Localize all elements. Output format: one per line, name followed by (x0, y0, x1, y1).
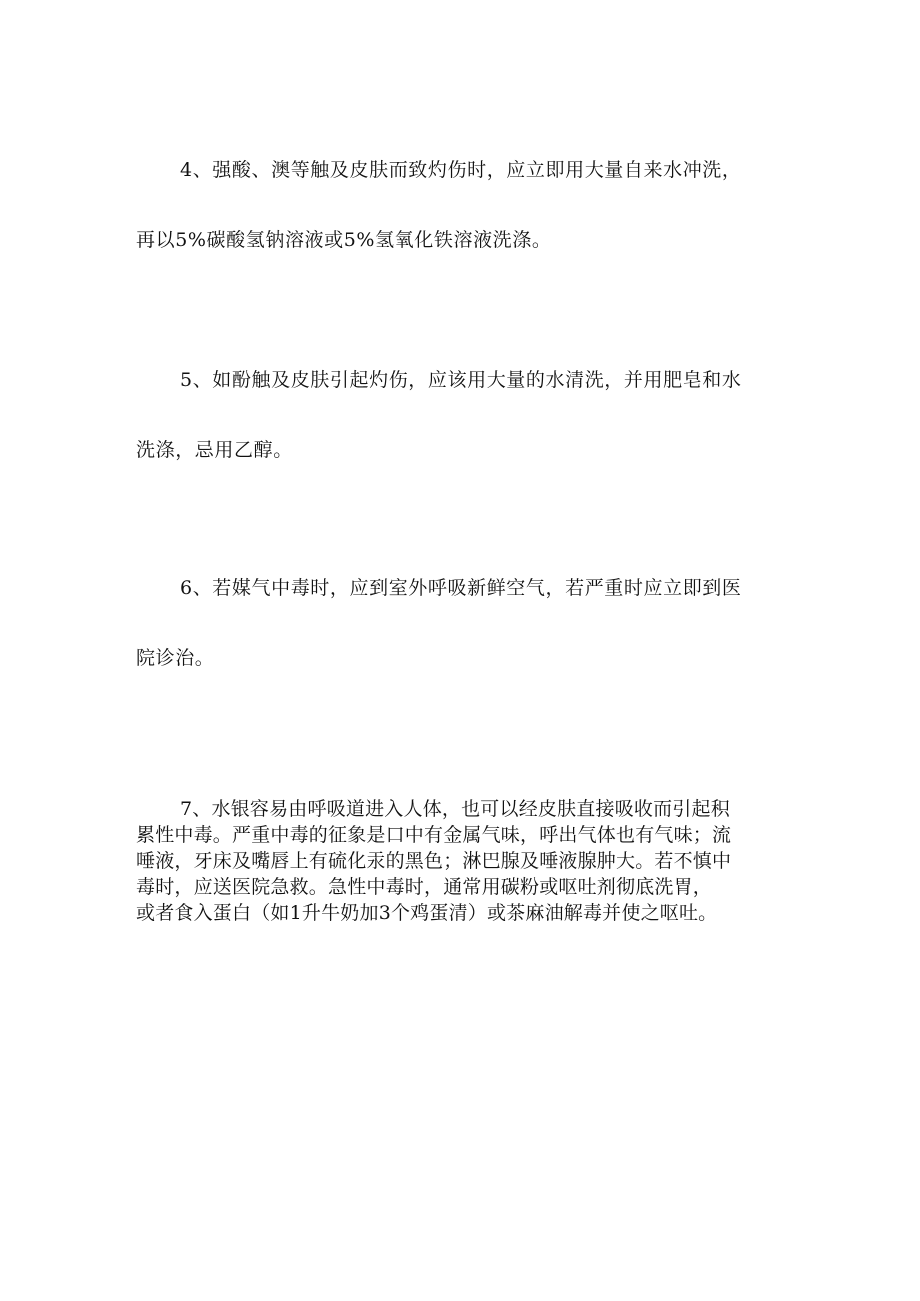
paragraph-7-line-3: 唾液，牙床及嘴唇上有硫化汞的黑色；淋巴腺及唾液腺肿大。若不慎中 (136, 850, 732, 872)
paragraph-5-line-2: 洗涤，忌用乙醇。 (136, 439, 293, 461)
paragraph-6-line-2: 院诊治。 (136, 647, 215, 669)
paragraph-4-line-2: 再以5%碳酸氢钠溶液或5%氢氧化铁溶液洗涤。 (136, 229, 552, 251)
paragraph-5-line-1: 5、如酚触及皮肤引起灼伤，应该用大量的水清洗，并用肥皂和水 (180, 369, 742, 391)
paragraph-7 (136, 796, 800, 926)
paragraph-7-line-1: 7、水银容易由呼吸道进入人体，也可以经皮肤直接吸收而引起积 (180, 798, 730, 820)
paragraph-7-line-5: 或者食入蛋白（如1升牛奶加3个鸡蛋清）或茶麻油解毒并使之呕吐。 (136, 902, 718, 924)
paragraph-7-line-2: 累性中毒。严重中毒的征象是口中有金属气味，呼出气体也有气味；流 (136, 824, 732, 846)
paragraph-4-line-1: 4、强酸、澳等触及皮肤而致灼伤时，应立即用大量自来水冲洗， (180, 159, 742, 181)
paragraph-7-line-4: 毒时，应送医院急救。急性中毒时，通常用碳粉或呕吐剂彻底洗胃， (136, 876, 713, 898)
paragraph-6-line-1: 6、若媒气中毒时，应到室外呼吸新鲜空气，若严重时应立即到医 (180, 577, 742, 599)
